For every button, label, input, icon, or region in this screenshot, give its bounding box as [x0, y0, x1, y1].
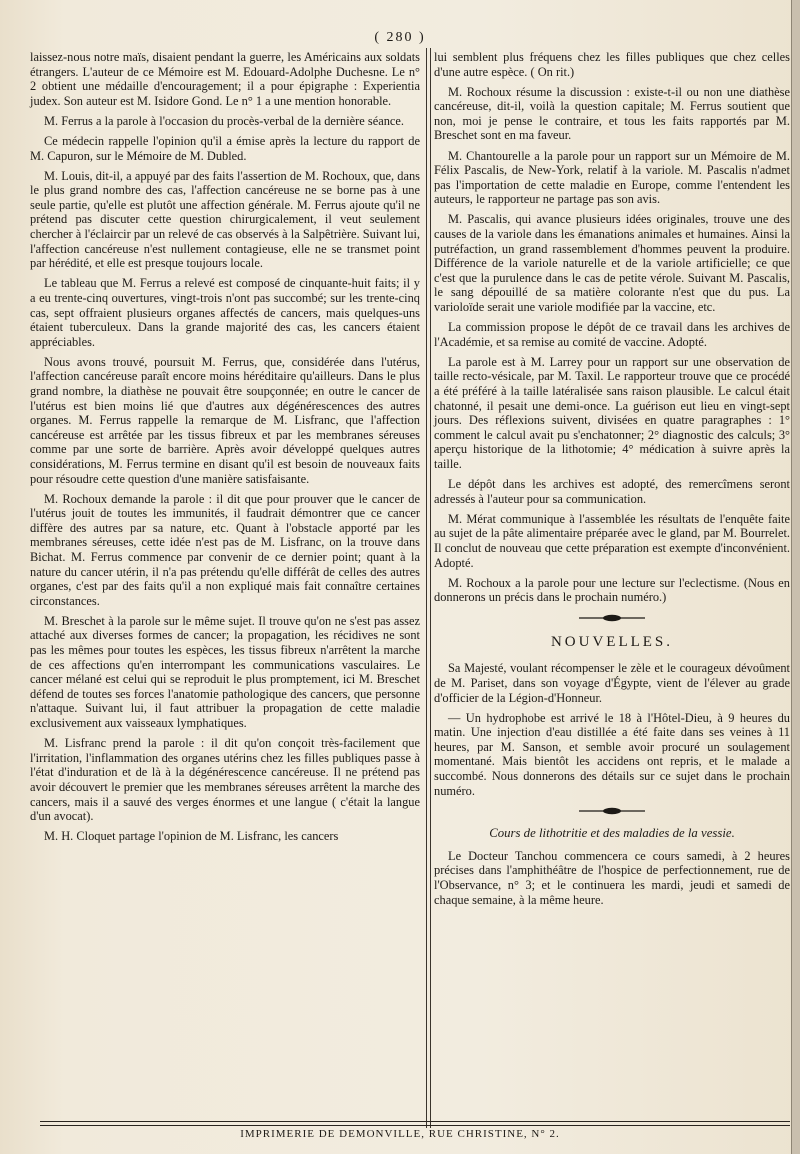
imprint-line: IMPRIMERIE DE DEMONVILLE, RUE CHRISTINE, N° 2.	[240, 1128, 560, 1140]
paragraph: M. Pascalis, qui avance plusieurs idées originales, trouve une des causes de la variole dans les émanations animales et humaines. Ainsi la putréfaction, un grand rassemblement d'hommes peuvent la produire. Différence de la variole naturelle et de la variole artificielle; ce que c'est que la purulence dans le cas de petite vérole. Suivant M. Pascalis, le sang dépouillé de sa matière colorante n'est que du pus. La varioloïde serait une variole modifiée par la vaccine, etc.	[434, 212, 790, 314]
paragraph: M. Lisfranc prend la parole : il dit qu'on conçoit très-facilement que l'irritation, l'inflammation des organes utérins chez les filles publiques passe à l'état d'induration et de là à la dégénérescence cancéreuse. Il ne prétend pas avoir découvert le premier que les membranes séreuses arrêtent la marche des cancers, mais il a sauvé des verges énormes et une langue ( c'était la langue d'un avocat).	[30, 736, 420, 824]
ornament-divider	[577, 613, 647, 623]
page-number: ( 280 )	[374, 30, 426, 45]
column-divider	[426, 48, 431, 1128]
course-announcement: Le Docteur Tanchou commencera ce cours samedi, à 2 heures précises dans l'amphithéâtre de l'hospice de perfectionnement, rue de l'Observance, n° 3; et le continuera les mardi, jeudi et samedi de chaque semaine, à la même heure.	[434, 848, 790, 907]
news-heading: NOUVELLES.	[550, 633, 674, 650]
paragraph: La commission propose le dépôt de ce travail dans les archives de l'Académie, et sa remise au comité de vaccine. Adopté.	[434, 320, 790, 349]
course-heading: Cours de lithotritie et des maladies de la vessie.	[489, 826, 735, 841]
paragraph: M. Chantourelle a la parole pour un rapport sur un Mémoire de M. Félix Pascalis, de New-York, relatif à la variole. M. Pascalis n'admet pas l'importation de cette maladie en Europe, comme l'entendent les auteurs, le rapporteur ne partage pas son avis.	[434, 148, 790, 207]
paragraph: M. Louis, dit-il, a appuyé par des faits l'assertion de M. Rochoux, que, dans le plus grand nombre des cas, l'affection cancéreuse ne se borne pas à une seule partie, qu'elle est plutôt une affection générale. M. Ferrus ajoute qu'il ne prétend pas discuter cette question chirurgicalement, il veut seulement chercher à l'éclaircir par un relevé de cas observés à la Salpêtrière. Suivant lui, l'affection cancéreuse n'est nullement contagieuse, elle ne se transmet point par hérédité, et elle est presque toujours locale.	[30, 168, 420, 271]
news-item: Sa Majesté, voulant récompenser le zèle et le courageux dévoûment de M. Pariset, dans son voyage d'Égypte, vient de l'élever au grade d'officier de la Légion-d'Honneur.	[434, 661, 790, 705]
paragraph: Nous avons trouvé, poursuit M. Ferrus, que, considérée dans l'utérus, l'affection cancéreuse paraît encore moins héréditaire qu'ailleurs. Dans le plus grand nombre, la diathèse ne pouvait être soupçonnée; en outre le cancer de l'utérus est bien moins lié que d'autres aux dégénérescences des autres organes. M. Ferrus rappelle la remarque de M. Lisfranc, que l'affection cancéreuse est arrêtée par les tissus fibreux et par les membranes séreuses comme par une sorte de barrière. Après avoir développé quelques autres considérations, M. Ferrus termine en disant qu'il est besoin de nouveaux faits pour résoudre cette question d'une manière satisfaisante.	[30, 354, 420, 486]
paragraph: Le tableau que M. Ferrus a relevé est composé de cinquante-huit faits; il y a eu trente-cinq ouvertures, vingt-trois n'ont pas succombé; sur les trente-cinq cas, sept offraient plusieurs organes affectés de cancers, mais quelques-uns étaient tuberculeux. Dans la grande majorité des cas, les cancers étaient appréciables.	[30, 276, 420, 349]
paragraph: laissez-nous notre maïs, disaient pendant la guerre, les Américains aux soldats étrangers. L'auteur de ce Mémoire est M. Edouard-Adolphe Duchesne. Le n° 2 obtient une médaille d'encouragement; il a pour épigraphe : Experientia judex. Son auteur est M. Isidore Gond. Le n° 1 a une mention honorable.	[30, 50, 420, 108]
right-column	[434, 50, 790, 913]
paragraph: M. Ferrus a la parole à l'occasion du procès-verbal de la dernière séance.	[44, 113, 405, 128]
paragraph: M. Mérat communique à l'assemblée les résultats de l'enquête faite au sujet de la pâte alimentaire préparée avec le gland, par M. Bourrelet. Il conclut de nouveau que cette préparation est exempte d'inconvénient. Adopté.	[434, 511, 790, 570]
page-edge	[791, 0, 800, 1154]
paragraph: Le dépôt dans les archives est adopté, des remercîmens seront adressés à l'auteur pour sa communication.	[434, 477, 790, 506]
paragraph: lui semblent plus fréquens chez les filles publiques que chez celles d'une autre espèce. ( On rit.)	[434, 50, 790, 79]
footer-rule	[40, 1121, 790, 1126]
ornament-divider	[577, 806, 647, 816]
paragraph: M. Breschet à la parole sur le même sujet. Il trouve qu'on ne s'est pas assez attaché aux diverses formes de cancer; la propagation, les récidives ne sont pas les mêmes pour toutes les espèces, les tissus fibreux n'arrêtent la marche de ces affections qu'en interrompant les communications vasculaires. Le cancer mélané est celui qui se reproduit le plus promptement, ici M. Breschet défend de toutes ses forces l'anatomie pathologique des cancers, que personne n'attaque. Suivant lui, il faut attribuer la propagation de cette maladie exclusivement aux vaisseaux lymphatiques.	[30, 613, 420, 731]
paragraph: Ce médecin rappelle l'opinion qu'il a émise après la lecture du rapport de M. Capuron, sur le Mémoire de M. Dubled.	[30, 133, 420, 163]
paragraph: M. Rochoux demande la parole : il dit que pour prouver que le cancer de l'utérus jouit de toutes les immunités, il faudrait démontrer que ce cancer diffère des autres par sa nature, etc. Quant à l'obstacle apporté par les membranes séreuses, cette idée n'est pas de M. Lisfranc, on la trouve dans Bichat. M. Ferrus commence par convenir de ce dernier point; quant à la nature du cancer utérin, il n'a pas prétendu qu'elle différât de celles des autres organes, c'est par des faits qu'il a non expliqué mais fait connaître certaines circonstances.	[30, 491, 420, 608]
news-item: — Un hydrophobe est arrivé le 18 à l'Hôtel-Dieu, à 9 heures du matin. Une injection d'eau distillée a été faite dans ses veines à 11 heures, par M. Sanson, et semble avoir procuré un soulagement momentané. Mais bientôt les accidens ont repris, et le malade a succombé. Nous donnerons des détails sur ce sujet dans le prochain numéro.	[434, 710, 790, 798]
left-column	[30, 50, 420, 849]
paragraph: La parole est à M. Larrey pour un rapport sur une observation de taille recto-vésicale, par M. Taxil. Le rapporteur trouve que ce procédé a été préféré à la taille latéralisée sans raison plausible. Le calcul était chatonné, il pesait une demi-once. La guérison eut lieu en vingt-sept jours. Des réflexions suivent, divisées en quatre paragraphes : 1° comment le calcul avait pu s'enchatonner; 2° diagnostic des calculs; 3° aperçu historique de la lithotomie; 4° médication à suivre après la taille.	[434, 354, 790, 471]
paragraph: M. Rochoux a la parole pour une lecture sur l'eclectisme. (Nous en donnerons un précis dans le prochain numéro.)	[434, 575, 790, 605]
paragraph: M. Rochoux résume la discussion : existe-t-il ou non une diathèse cancéreuse, dit-il, voilà la question capitale; M. Ferrus soutient que non, moi je pense le contraire, et tous les faits rapportés par M. Breschet sont en ma faveur.	[434, 84, 790, 143]
paragraph: M. H. Cloquet partage l'opinion de M. Lisfranc, les cancers	[44, 829, 339, 844]
